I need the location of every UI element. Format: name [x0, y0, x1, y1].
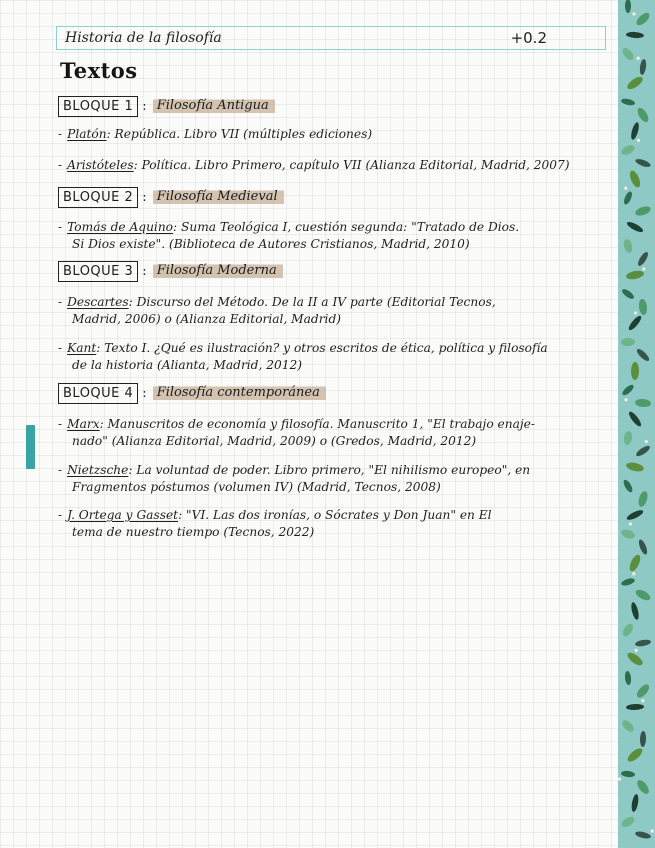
block-label: BLOQUE 1: [58, 96, 138, 117]
entry-text-continued: nado" (Alianza Editorial, Madrid, 2009) o (Gredos, Madrid, 2012): [72, 434, 477, 448]
leaf-icon: [624, 671, 631, 686]
leaf-icon: [630, 122, 641, 141]
leaf-icon: [625, 650, 644, 667]
entry-text: : Texto I. ¿Qué es ilustración? y otros escritos de ética, política y filosofía: [96, 341, 548, 355]
list-item: - Aristóteles: Política. Libro Primero, capítulo VII (Alianza Editorial, Madrid, 2007): [58, 158, 570, 172]
entry-author: Platón: [67, 127, 107, 141]
entry-author: Aristóteles: [67, 158, 134, 172]
leaf-pattern-icon: [618, 0, 655, 848]
leaf-icon: [621, 383, 635, 397]
entry-text: : La voluntad de poder. Libro primero, "El nihilismo europeo", en: [128, 463, 531, 477]
leaf-icon: [634, 588, 652, 603]
block-colon: :: [142, 98, 147, 114]
entry-text-continued: Si Dios existe". (Biblioteca de Autores Cristianos, Madrid, 2010): [72, 237, 470, 251]
entry-text: : Manuscritos de economía y filosofía. Manuscrito 1, "El trabajo enaje-: [99, 417, 535, 431]
leaf-icon: [620, 577, 635, 587]
page-title: Textos: [60, 58, 138, 83]
list-item: - Descartes: Discurso del Método. De la II a IV parte (Editorial Tecnos, Madrid, 2006) o (Alianza Editorial, Madrid): [58, 294, 602, 328]
leaf-icon: [625, 461, 644, 473]
flower-dot-icon: [618, 777, 621, 781]
block-colon: :: [142, 189, 147, 205]
block-heading-4: [58, 382, 326, 404]
leaf-icon: [625, 75, 644, 92]
leaf-icon: [638, 299, 648, 316]
entry-author: Marx: [67, 417, 100, 431]
leaf-icon: [630, 602, 640, 621]
block-label: BLOQUE 3: [58, 261, 138, 282]
flower-dot-icon: [636, 56, 640, 60]
block-heading-3: [58, 260, 283, 282]
entry-author: Tomás de Aquino: [67, 220, 174, 234]
leaf-icon: [635, 444, 652, 458]
leaf-icon: [628, 553, 643, 573]
leaf-icon: [622, 238, 633, 254]
flower-dot-icon: [632, 12, 635, 15]
flower-dot-icon: [642, 267, 646, 271]
leaf-icon: [622, 190, 633, 205]
block-name: Filosofía contemporánea: [153, 384, 326, 402]
leaf-icon: [620, 718, 636, 734]
leaf-icon: [635, 106, 650, 124]
leaf-icon: [635, 682, 652, 699]
leaf-icon: [627, 314, 643, 332]
entry-text: : República. Libro VII (múltiples ediciones): [106, 127, 373, 141]
header-mark: +0.2: [510, 29, 547, 47]
leaf-icon: [634, 11, 651, 28]
entry-author: J. Ortega y Gasset: [67, 508, 179, 522]
leaf-icon: [640, 731, 647, 747]
leaf-icon: [635, 347, 651, 362]
entry-author: Nietzsche: [67, 463, 129, 477]
leaf-icon: [635, 639, 652, 648]
block-name: Filosofía Antigua: [153, 97, 275, 115]
entry-text: : "VI. Las dos ironías, o Sócrates y Don Juan" en El: [178, 508, 492, 522]
block-heading-1: [58, 95, 275, 117]
list-item: - Kant: Texto I. ¿Qué es ilustración? y otros escritos de ética, política y filosofía de la historia (Alianta, Madrid, 2012): [58, 340, 602, 374]
entry-author: Kant: [67, 341, 97, 355]
list-item: - Nietzsche: La voluntad de poder. Libro primero, "El nihilismo europeo", en Fragmentos póstumos (volumen IV) (Madrid, Tecnos, 2008): [58, 462, 602, 496]
leaf-icon: [635, 830, 652, 840]
block-name: Filosofía Medieval: [153, 188, 284, 206]
header-title: Historia de la filosofía: [65, 30, 222, 46]
entry-text-continued: tema de nuestro tiempo (Tecnos, 2022): [72, 525, 315, 539]
leaf-icon: [621, 287, 636, 300]
leaf-icon: [620, 143, 636, 156]
leaf-icon: [626, 508, 645, 521]
leaf-icon: [620, 46, 635, 62]
leaf-icon: [622, 478, 634, 493]
leaf-icon: [621, 98, 636, 107]
flower-dot-icon: [637, 138, 641, 142]
flower-dot-icon: [634, 648, 638, 652]
flower-dot-icon: [628, 522, 632, 526]
leaf-icon: [631, 362, 639, 380]
flower-dot-icon: [650, 829, 654, 833]
leaf-icon: [626, 704, 644, 711]
floral-border: [618, 0, 655, 848]
flower-dot-icon: [624, 186, 628, 190]
leaf-icon: [639, 59, 647, 76]
leaf-icon: [625, 269, 644, 280]
block-label: BLOQUE 4: [58, 383, 138, 404]
block-colon: :: [142, 263, 147, 279]
leaf-icon: [626, 31, 644, 38]
entry-text: : Discurso del Método. De la II a IV parte (Editorial Tecnos,: [128, 295, 496, 309]
entry-text-continued: Fragmentos póstumos (volumen IV) (Madrid, Tecnos, 2008): [72, 480, 441, 494]
entry-text: : Política. Libro Primero, capítulo VII (Alianza Editorial, Madrid, 2007): [133, 158, 570, 172]
leaf-icon: [626, 746, 645, 764]
list-item: - Platón: República. Libro VII (múltiples ediciones): [58, 127, 373, 141]
leaf-icon: [626, 220, 645, 234]
block-heading-2: [58, 186, 284, 208]
leaf-icon: [621, 770, 636, 777]
block-label: BLOQUE 2: [58, 187, 138, 208]
leaf-icon: [634, 157, 651, 168]
block-name: Filosofía Moderna: [153, 262, 283, 280]
leaf-icon: [637, 538, 649, 555]
leaf-icon: [625, 0, 631, 13]
leaf-icon: [620, 528, 636, 540]
entry-text-continued: de la historia (Alianta, Madrid, 2012): [72, 358, 302, 372]
flower-dot-icon: [624, 398, 629, 403]
flower-dot-icon: [633, 311, 638, 316]
leaf-icon: [635, 398, 652, 407]
leaf-icon: [630, 794, 639, 813]
leaf-icon: [623, 430, 633, 445]
flower-dot-icon: [644, 439, 648, 443]
leaf-icon: [634, 205, 652, 218]
block-colon: :: [142, 385, 147, 401]
leaf-icon: [628, 169, 642, 189]
list-item: - Marx: Manuscritos de economía y filosofía. Manuscrito 1, "El trabajo enaje- nado" (Alianza Editorial, Madrid, 2009) o (Gredos, Madrid, 2012): [58, 416, 602, 450]
entry-author: Descartes: [67, 295, 129, 309]
leaf-icon: [621, 622, 635, 638]
side-tag-logo: [26, 425, 35, 469]
leaf-icon: [636, 251, 650, 268]
leaf-icon: [620, 815, 636, 829]
leaf-icon: [635, 778, 651, 796]
leaf-icon: [627, 410, 643, 428]
list-item: - Tomás de Aquino: Suma Teológica I, cuestión segunda: "Tratado de Dios. Si Dios existe". (Biblioteca de Autores Cristianos, Madrid, 2010): [58, 219, 602, 253]
flower-dot-icon: [641, 699, 644, 702]
header-box: [56, 26, 606, 50]
entry-text-continued: Madrid, 2006) o (Alianza Editorial, Madrid): [72, 312, 341, 326]
leaf-icon: [637, 490, 649, 508]
leaf-icon: [621, 338, 635, 347]
list-item: - J. Ortega y Gasset: "VI. Las dos ironías, o Sócrates y Don Juan" en El tema de nuestro tiempo (Tecnos, 2022): [58, 507, 602, 541]
flower-dot-icon: [632, 572, 636, 576]
entry-text: : Suma Teológica I, cuestión segunda: "Tratado de Dios.: [173, 220, 520, 234]
